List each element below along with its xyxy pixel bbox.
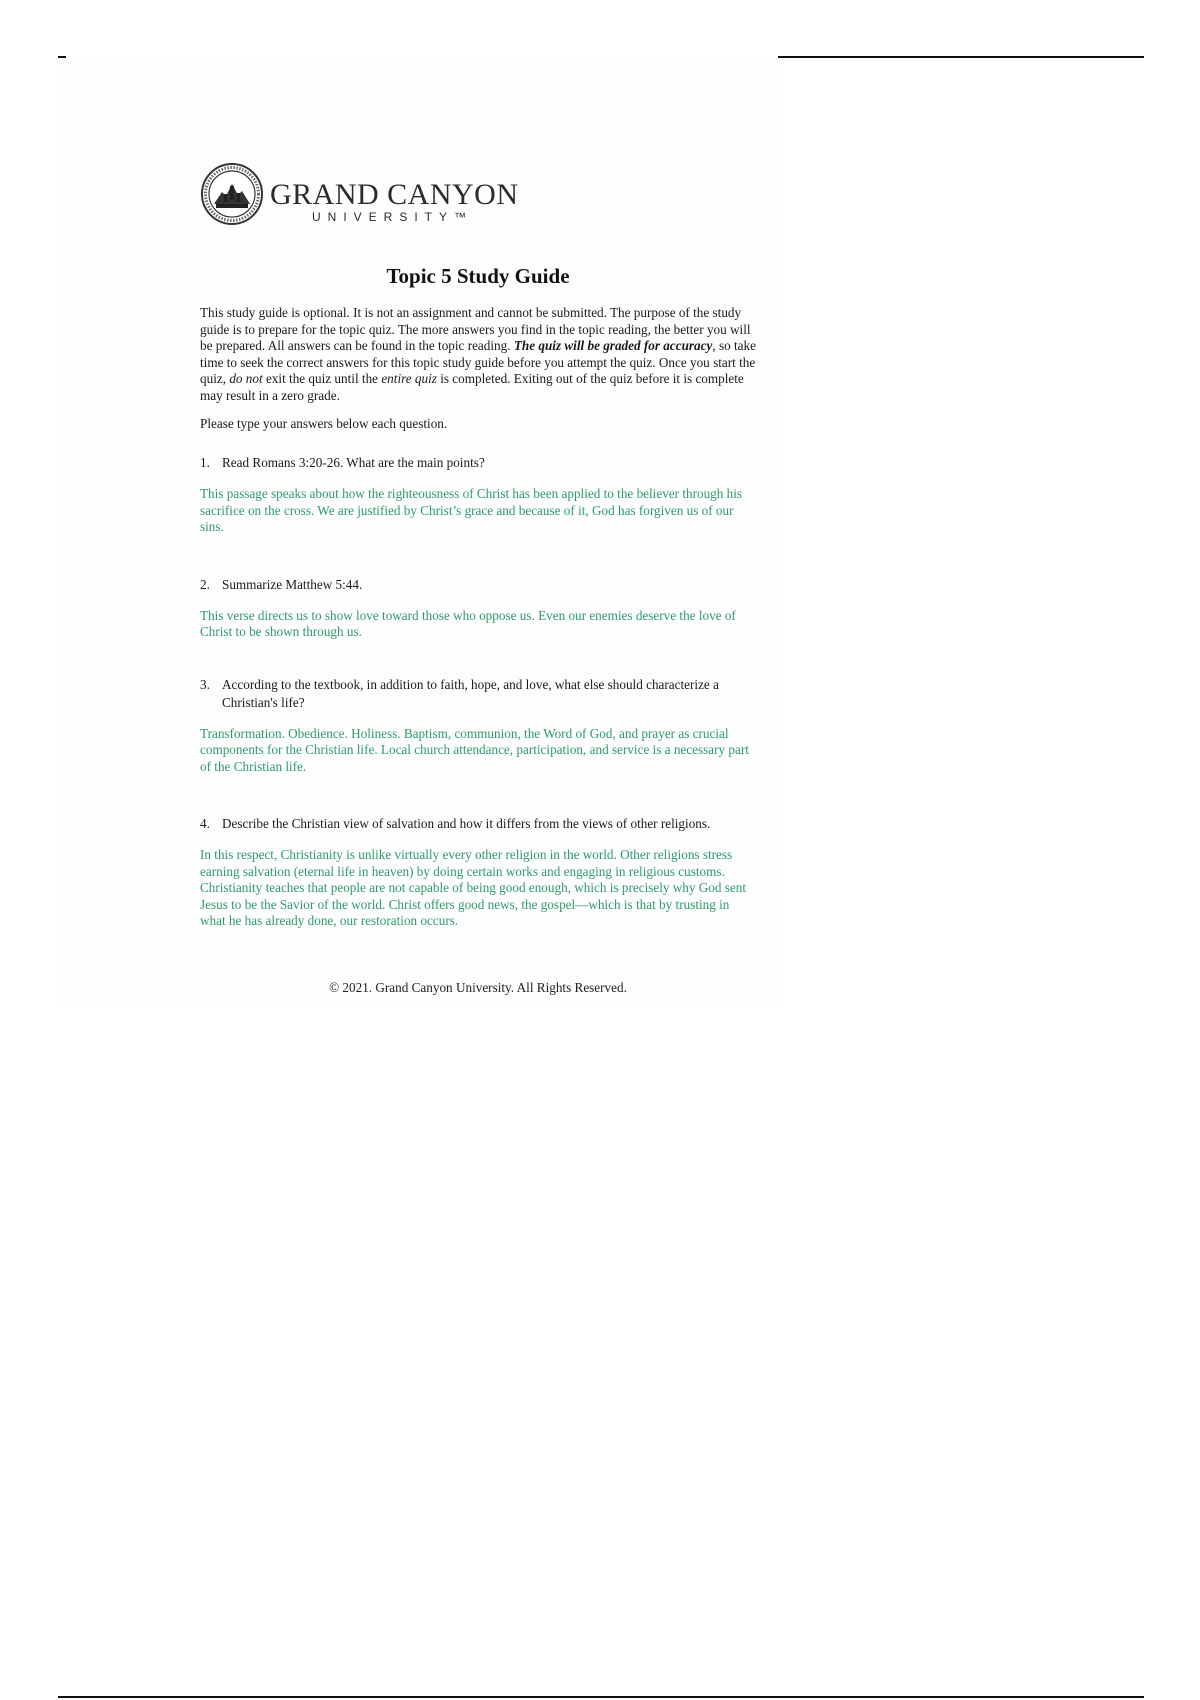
intro-paragraph: [200, 305, 756, 404]
intro-text-4: is completed. Exiting out of the quiz before it is complete may result in a zero grade.: [200, 371, 744, 403]
page-title: Topic 5 Study Guide: [386, 264, 570, 288]
question-text: Summarize Matthew 5:44.: [222, 576, 363, 592]
document-content: [200, 160, 756, 995]
answer-4: In this respect, Christianity is unlike virtually every other religion in the world. Other religions stress earning salvation (eternal life in heaven) by doing certain works and engaging in religious customs. Christianity teaches that people are not capable of being good enough, which is precisely why God sent Jesus to be the Savior of the world. Christ offers good news, the gospel—which is that by trusting in what he has already done, our restoration occurs.: [200, 847, 747, 928]
intro-text-1: This study guide is optional. It is not an assignment and cannot be submitted. The purpose of the study guide is to prepare for the topic quiz. The more answers you find in the topic reading, the better you will be prepared. All answers can be found in the topic reading.: [200, 305, 751, 353]
intro-emphasis-entire-quiz: entire quiz: [381, 371, 437, 386]
intro-emphasis-graded: The quiz will be graded for accuracy: [513, 338, 713, 353]
question-3: [200, 676, 756, 712]
university-seal-icon: [200, 162, 264, 226]
bottom-rule: [58, 1696, 1144, 1698]
copyright-footer: © 2021. Grand Canyon University. All Rights Reserved.: [329, 980, 627, 995]
answer-3: Transformation. Obedience. Holiness. Baptism, communion, the Word of God, and prayer as crucial components for the Christian life. Local church attendance, participation, and service is a necessary part of the Christian life.: [200, 725, 749, 774]
question-4: [200, 815, 756, 833]
question-1: [200, 454, 756, 472]
question-number: 1.: [200, 455, 210, 470]
top-right-rule: [778, 56, 1144, 58]
intro-text-3: exit the quiz until the: [262, 371, 382, 386]
question-text: According to the textbook, in addition to faith, hope, and love, what else should characterize a Christian's life?: [222, 676, 719, 710]
document-page: [58, 62, 778, 1007]
intro-text-2: , so take time to seek the correct answers for this topic study guide before you attempt the quiz. Once you start the quiz,: [200, 338, 756, 386]
top-left-rule: [58, 56, 66, 58]
intro-emphasis-do-not: do not: [229, 371, 263, 386]
question-number: 3.: [200, 676, 210, 692]
answer-2: This verse directs us to show love toward those who oppose us. Even our enemies deserve the love of Christ to be shown through us.: [200, 607, 736, 639]
logo-subtitle: UNIVERSITY™: [312, 210, 474, 224]
question-2: [200, 576, 756, 594]
question-number: 4.: [200, 816, 210, 831]
university-logo: [200, 160, 756, 230]
logo-name: GRAND CANYON: [270, 178, 519, 211]
answer-1: This passage speaks about how the righteousness of Christ has been applied to the believer through his sacrifice on the cross. We are justified by Christ’s grace and because of it, God has forgiven us of our sins.: [200, 486, 743, 534]
question-text: Describe the Christian view of salvation and how it differs from the views of other religions.: [222, 816, 711, 831]
instruction-text: Please type your answers below each question.: [200, 416, 448, 431]
question-number: 2.: [200, 576, 210, 592]
question-text: Read Romans 3:20-26. What are the main points?: [222, 455, 485, 470]
